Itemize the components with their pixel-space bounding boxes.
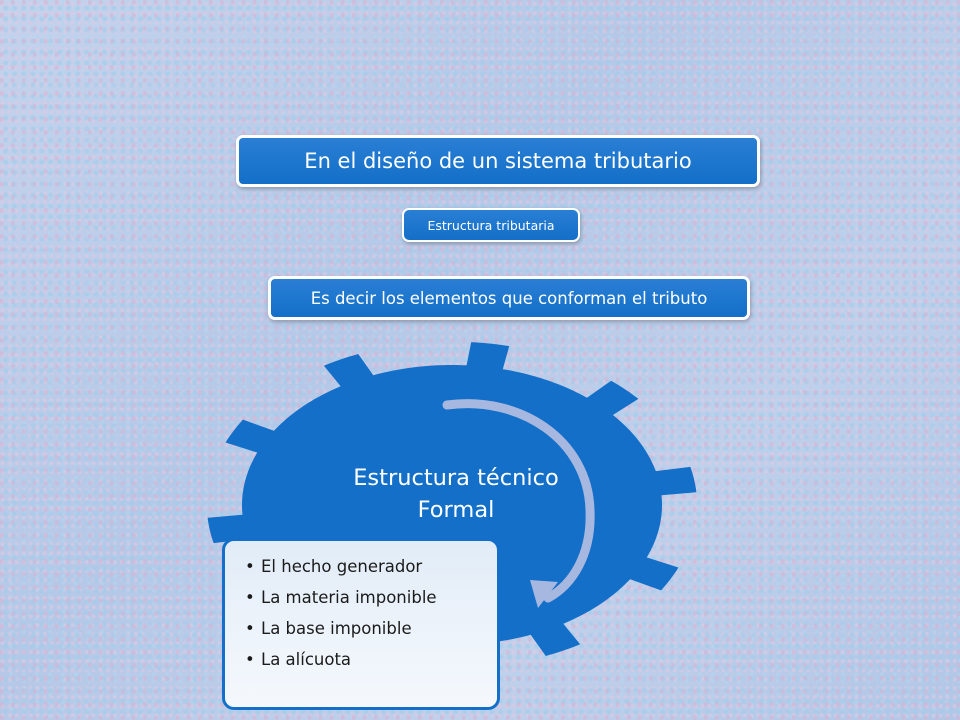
list-item: • El hecho generador [245,551,497,582]
description-text: Es decir los elementos que conforman el tributo [310,288,708,308]
subtitle-text: Estructura tributaria [427,217,555,233]
list-item: • La alícuota [245,644,497,675]
gear-label-line2: Formal [417,497,495,523]
gear-label [300,462,612,526]
title-text: En el diseño de un sistema tributario [304,149,692,173]
list-item: • La base imponible [245,613,497,644]
gear-label-line1: Estructura técnico [353,465,559,491]
list-item: • La materia imponible [245,582,497,613]
elements-list-box [222,538,500,710]
elements-list [245,551,497,675]
